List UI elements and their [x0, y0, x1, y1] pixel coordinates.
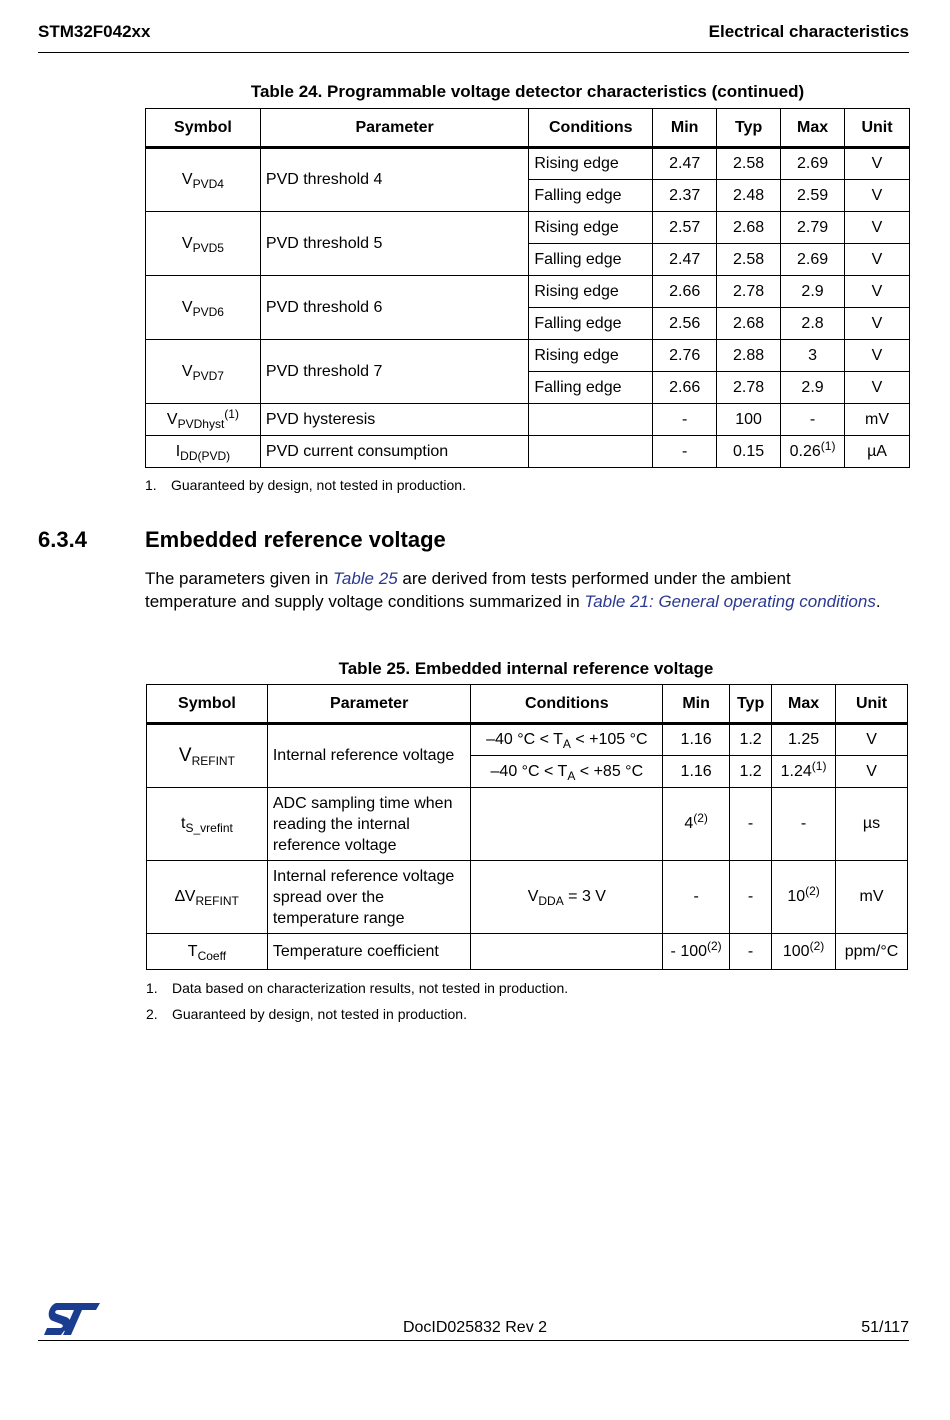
t25-unit: V — [836, 756, 908, 788]
t24-unit: V — [845, 212, 910, 244]
t24-unit: V — [845, 180, 910, 212]
table-row — [146, 340, 910, 372]
footer-page-number: 51/117 — [861, 1319, 909, 1336]
t25-unit: mV — [836, 861, 908, 934]
t24-symbol-vpvd7: $V_{PVD7}$ — [146, 340, 261, 404]
t25-typ: - — [730, 788, 772, 861]
t25-symbol-delta-vrefint: $\Delta V_{REFINT}$ — [147, 861, 268, 934]
t24-min: 2.47 — [653, 244, 717, 276]
t24-cond: Rising edge — [529, 212, 653, 244]
t25-param-vrefint: Internal reference voltage — [267, 724, 471, 788]
t24-cond: Falling edge — [529, 372, 653, 404]
section-number: 6.3.4 — [38, 527, 87, 552]
footer-rule — [38, 1340, 909, 1341]
t24-unit: V — [845, 340, 910, 372]
footer-doc-id: DocID025832 Rev 2 — [402, 1319, 548, 1336]
t24-header-typ: Typ — [717, 109, 781, 148]
t24-min: 2.66 — [653, 372, 717, 404]
t24-unit: µA — [845, 436, 910, 468]
t24-param-pvd5: PVD threshold 5 — [260, 212, 528, 276]
t25-header-conditions: Conditions — [471, 685, 663, 724]
t25-symbol-tcoeff: $T_{Coeff}$ — [147, 934, 268, 970]
t24-cond: Rising edge — [529, 148, 653, 180]
t25-max: - — [772, 788, 836, 861]
t25-max: 100$^{(2)}$ — [772, 934, 836, 970]
t24-header-max: Max — [781, 109, 845, 148]
t24-typ: 100 — [717, 404, 781, 436]
header-product: STM32F042xx — [38, 22, 151, 41]
t24-typ: 2.88 — [717, 340, 781, 372]
t25-min: 1.16 — [663, 724, 730, 756]
t25-symbol-vrefint: $V_{REFINT}$ — [147, 724, 268, 788]
t25-min: 4$^{(2)}$ — [663, 788, 730, 861]
t25-unit: V — [836, 724, 908, 756]
table25-footnote-1: 1. Data based on characterization results, not tested in production. — [146, 980, 569, 996]
table25-footnote-2: 2. Guaranteed by design, not tested in production. — [146, 1006, 467, 1022]
table-row — [147, 788, 908, 861]
t25-max: 10$^{(2)}$ — [772, 861, 836, 934]
table-row — [146, 436, 910, 468]
t24-header-min: Min — [653, 109, 717, 148]
t24-cond — [529, 404, 653, 436]
header-rule — [38, 52, 909, 53]
t24-typ: 2.58 — [717, 148, 781, 180]
t24-max: 2.8 — [781, 308, 845, 340]
t24-param-pvd4: PVD threshold 4 — [260, 148, 528, 212]
header-chapter: Electrical characteristics — [708, 22, 909, 41]
t25-header-symbol: Symbol — [147, 685, 268, 724]
link-table21[interactable]: Table 21: General operating conditions — [584, 592, 876, 611]
t24-unit: V — [845, 276, 910, 308]
t24-max: - — [781, 404, 845, 436]
t25-cond — [471, 934, 663, 970]
t24-param-pvd6: PVD threshold 6 — [260, 276, 528, 340]
table-row — [147, 934, 908, 970]
t24-symbol-vpvd5: $V_{PVD5}$ — [146, 212, 261, 276]
t24-min: 2.76 — [653, 340, 717, 372]
t24-max: 2.59 — [781, 180, 845, 212]
t24-min: - — [653, 404, 717, 436]
t25-param-ts: ADC sampling time when reading the internal reference voltage — [267, 788, 471, 861]
t24-unit: V — [845, 308, 910, 340]
t24-param-current: PVD current consumption — [260, 436, 528, 468]
t24-symbol-iddpvd: $I_{DD(PVD)}$ — [146, 436, 261, 468]
table-row — [146, 276, 910, 308]
table25-caption: Table 25. Embedded internal reference voltage — [338, 659, 714, 678]
t25-param-delta: Internal reference voltage spread over the temperature range — [267, 861, 471, 934]
t24-header-parameter: Parameter — [260, 109, 528, 148]
table24 — [145, 108, 910, 468]
t25-param-tcoeff: Temperature coefficient — [267, 934, 471, 970]
t25-cond: –40 $^\circ C < T_A < +105$ °C — [471, 724, 663, 756]
t24-max: 0.26$^{(1)}$ — [781, 436, 845, 468]
t24-min: - — [653, 436, 717, 468]
table24-footnote: 1. Guaranteed by design, not tested in production. — [145, 477, 466, 493]
table25 — [146, 684, 908, 970]
t24-symbol-vpvd6: $V_{PVD6}$ — [146, 276, 261, 340]
t25-header-max: Max — [772, 685, 836, 724]
t24-min: 2.47 — [653, 148, 717, 180]
t25-typ: 1.2 — [730, 756, 772, 788]
section-paragraph: The parameters given in Table 25 are derived from tests performed under the ambient temperature and supply voltage conditions summarized in Table 21: General operating conditions. — [145, 569, 881, 611]
t25-header-typ: Typ — [730, 685, 772, 724]
t24-typ: 2.78 — [717, 372, 781, 404]
t25-typ: 1.2 — [730, 724, 772, 756]
t24-unit: mV — [845, 404, 910, 436]
table-row — [147, 724, 908, 756]
t24-max: 2.9 — [781, 276, 845, 308]
t24-cond — [529, 436, 653, 468]
t24-cond: Falling edge — [529, 308, 653, 340]
t25-cond: –40 $^\circ C < T_A < +85$ °C — [471, 756, 663, 788]
t24-max: 2.69 — [781, 244, 845, 276]
t24-typ: 2.68 — [717, 212, 781, 244]
t24-header-symbol: Symbol — [146, 109, 261, 148]
t25-max: 1.25 — [772, 724, 836, 756]
t25-header-min: Min — [663, 685, 730, 724]
t25-typ: - — [730, 861, 772, 934]
t24-typ: 2.68 — [717, 308, 781, 340]
table24-caption: Table 24. Programmable voltage detector characteristics (continued) — [250, 82, 805, 101]
t24-typ: 0.15 — [717, 436, 781, 468]
t24-cond: Rising edge — [529, 340, 653, 372]
t25-unit: ppm/°C — [836, 934, 908, 970]
t25-unit: µs — [836, 788, 908, 861]
t24-min: 2.57 — [653, 212, 717, 244]
t24-header-conditions: Conditions — [529, 109, 653, 148]
t24-param-hysteresis: PVD hysteresis — [260, 404, 528, 436]
table-row — [146, 148, 910, 180]
t24-cond: Falling edge — [529, 244, 653, 276]
t25-cond-vdda: $V_{DDA} = 3$ V — [471, 861, 663, 934]
table-row — [147, 861, 908, 934]
t25-max: 1.24$^{(1)}$ — [772, 756, 836, 788]
table-row — [146, 404, 910, 436]
t25-typ: - — [730, 934, 772, 970]
t25-symbol-ts-vrefint: $t_{S\_vrefint}$ — [147, 788, 268, 861]
t24-max: 2.9 — [781, 372, 845, 404]
t24-unit: V — [845, 372, 910, 404]
table-row — [146, 212, 910, 244]
t25-header-parameter: Parameter — [267, 685, 471, 724]
t25-header-unit: Unit — [836, 685, 908, 724]
t24-param-pvd7: PVD threshold 7 — [260, 340, 528, 404]
t24-symbol-vpvd4: $V_{PVD4}$ — [146, 148, 261, 212]
t24-typ: 2.58 — [717, 244, 781, 276]
t25-min: - 100$^{(2)}$ — [663, 934, 730, 970]
t24-header-unit: Unit — [845, 109, 910, 148]
t25-cond — [471, 788, 663, 861]
t24-unit: V — [845, 244, 910, 276]
t24-cond: Falling edge — [529, 180, 653, 212]
t24-min: 2.66 — [653, 276, 717, 308]
t24-typ: 2.48 — [717, 180, 781, 212]
t25-min: 1.16 — [663, 756, 730, 788]
link-table25[interactable]: Table 25 — [333, 569, 398, 588]
t24-typ: 2.78 — [717, 276, 781, 308]
section-title: Embedded reference voltage — [145, 527, 446, 552]
t24-symbol-vpvdhyst: $V_{PVDhyst}^{(1)}$ — [146, 404, 261, 436]
t24-cond: Rising edge — [529, 276, 653, 308]
t25-min: - — [663, 861, 730, 934]
t24-max: 3 — [781, 340, 845, 372]
t24-max: 2.69 — [781, 148, 845, 180]
t24-max: 2.79 — [781, 212, 845, 244]
t24-min: 2.56 — [653, 308, 717, 340]
t24-unit: V — [845, 148, 910, 180]
t24-min: 2.37 — [653, 180, 717, 212]
